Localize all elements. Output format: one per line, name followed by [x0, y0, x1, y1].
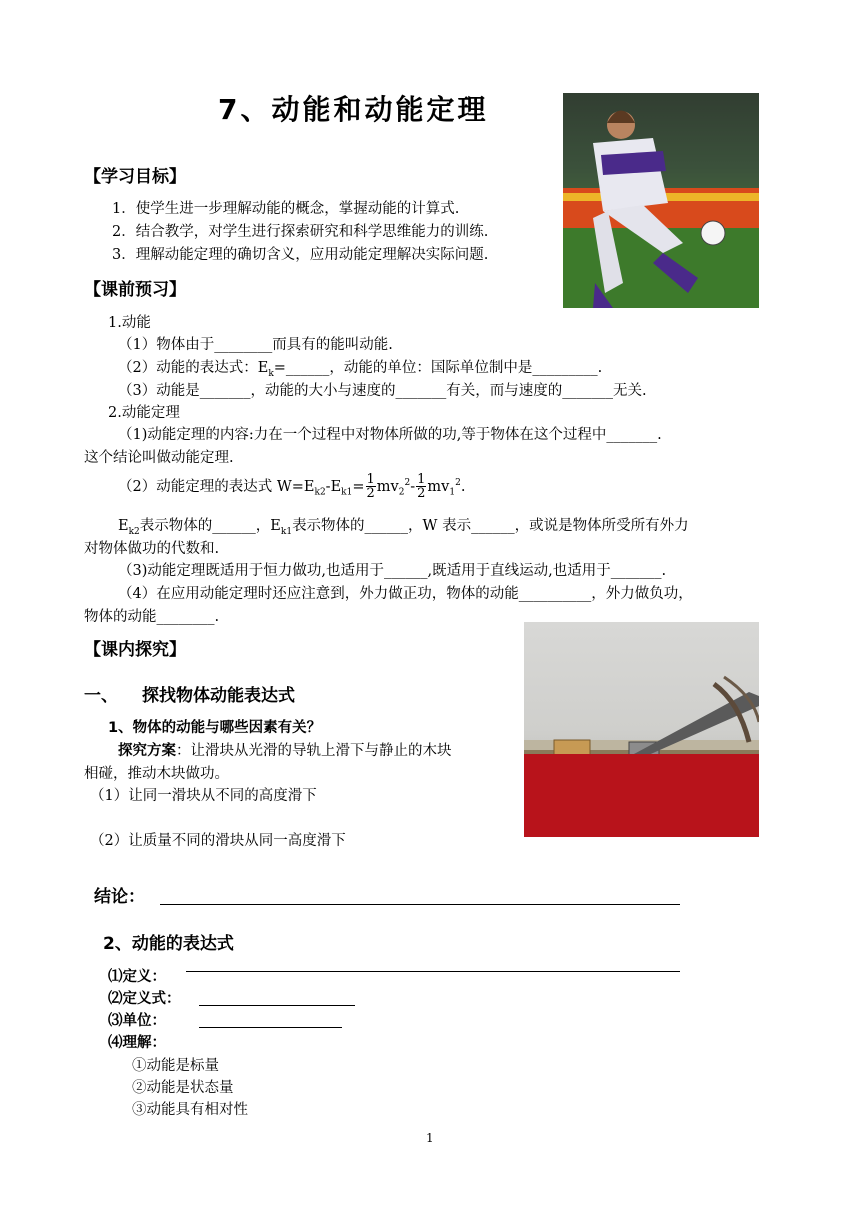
preview-line: （3)动能定理既适用于恒力做功,也适用于______,既适用于直线运动,也适用于_______. [118, 563, 667, 579]
objective-item: 1．使学生进一步理解动能的概念，掌握动能的计算式. [112, 201, 460, 217]
objective-item: 2．结合教学，对学生进行探索研究和科学思维能力的训练. [112, 224, 489, 240]
preview-subheading: 2.动能定理 [108, 405, 180, 421]
conclusion-label: 结论： [94, 887, 145, 907]
understanding-item: ①动能是标量 [132, 1058, 219, 1074]
understanding-item: ②动能是状态量 [132, 1080, 234, 1096]
preview-line: （2）动能的表达式：$E_k=\_\_\_\_\_\_$，动能的单位：国际单位制中是_________. [118, 360, 603, 379]
preview-line: （1)动能定理的内容:力在一个过程中对物体所做的功,等于物体在这个过程中_______. [118, 427, 662, 443]
plan-line: 相碰，推动木块做功。 [84, 766, 229, 782]
unit-blank[interactable] [199, 1027, 342, 1028]
conclusion-blank[interactable] [160, 904, 680, 905]
preview-heading: 【课前预习】 [84, 280, 186, 300]
page-number: 1 [426, 1131, 434, 1145]
preview-subheading: 1.动能 [108, 315, 151, 331]
inclass-heading: 【课内探究】 [84, 640, 186, 660]
step-line: （1）让同一滑块从不同的高度滑下 [90, 788, 317, 804]
formula-label: ⑵定义式： [108, 991, 181, 1007]
preview-line: $E_{k2}$表示物体的______，$E_{k1}$表示物体的______，W 表示______，或说是物体所受所有外力 [118, 518, 689, 537]
preview-line: （1）物体由于________而具有的能叫动能. [118, 337, 393, 353]
preview-line: （4）在应用动能定理时还应注意到，外力做正功，物体的动能__________，外力做负功， [118, 586, 693, 602]
formula-blank[interactable] [199, 1005, 355, 1006]
part-title: 探找物体动能表达式 [142, 686, 295, 706]
theorem-formula: （2）动能定理的表达式 $W=E_{k2}-E_{k1}=$ $\frac{1}{2}$ $mv_2^2-$ $\frac{1}{2}$ $mv_1^2$. [118, 472, 466, 502]
soccer-player-photo [563, 93, 759, 308]
preview-line: 对物体做功的代数和. [84, 541, 220, 557]
objective-item: 3．理解动能定理的确切含义，应用动能定理解决实际问题. [112, 247, 489, 263]
preview-line: 这个结论叫做动能定理. [84, 450, 234, 466]
preview-line: （3）动能是_______，动能的大小与速度的_______有关，而与速度的_______无关. [118, 383, 647, 399]
definition-blank[interactable] [186, 971, 680, 972]
objectives-heading: 【学习目标】 [84, 167, 186, 187]
fraction-half: $\frac{1}{2}$ [417, 472, 426, 502]
understanding-item: ③动能具有相对性 [132, 1102, 248, 1118]
experiment-photo [524, 622, 759, 837]
plan-line: 探究方案：让滑块从光滑的导轨上滑下与静止的木块 [118, 743, 452, 759]
fraction-half: $\frac{1}{2}$ [366, 472, 375, 502]
part-number: 一、 [84, 686, 118, 706]
definition-label: ⑴定义： [108, 969, 166, 985]
question-heading: 1、物体的动能与哪些因素有关？ [108, 720, 322, 736]
step-line: （2）让质量不同的滑块从同一高度滑下 [90, 833, 346, 849]
preview-line: 物体的动能________. [84, 609, 220, 625]
understanding-label: ⑷理解： [108, 1035, 166, 1051]
unit-label: ⑶单位： [108, 1013, 166, 1029]
page-title: 7、动能和动能定理 [218, 93, 489, 126]
question-heading: 2、动能的表达式 [103, 934, 234, 954]
